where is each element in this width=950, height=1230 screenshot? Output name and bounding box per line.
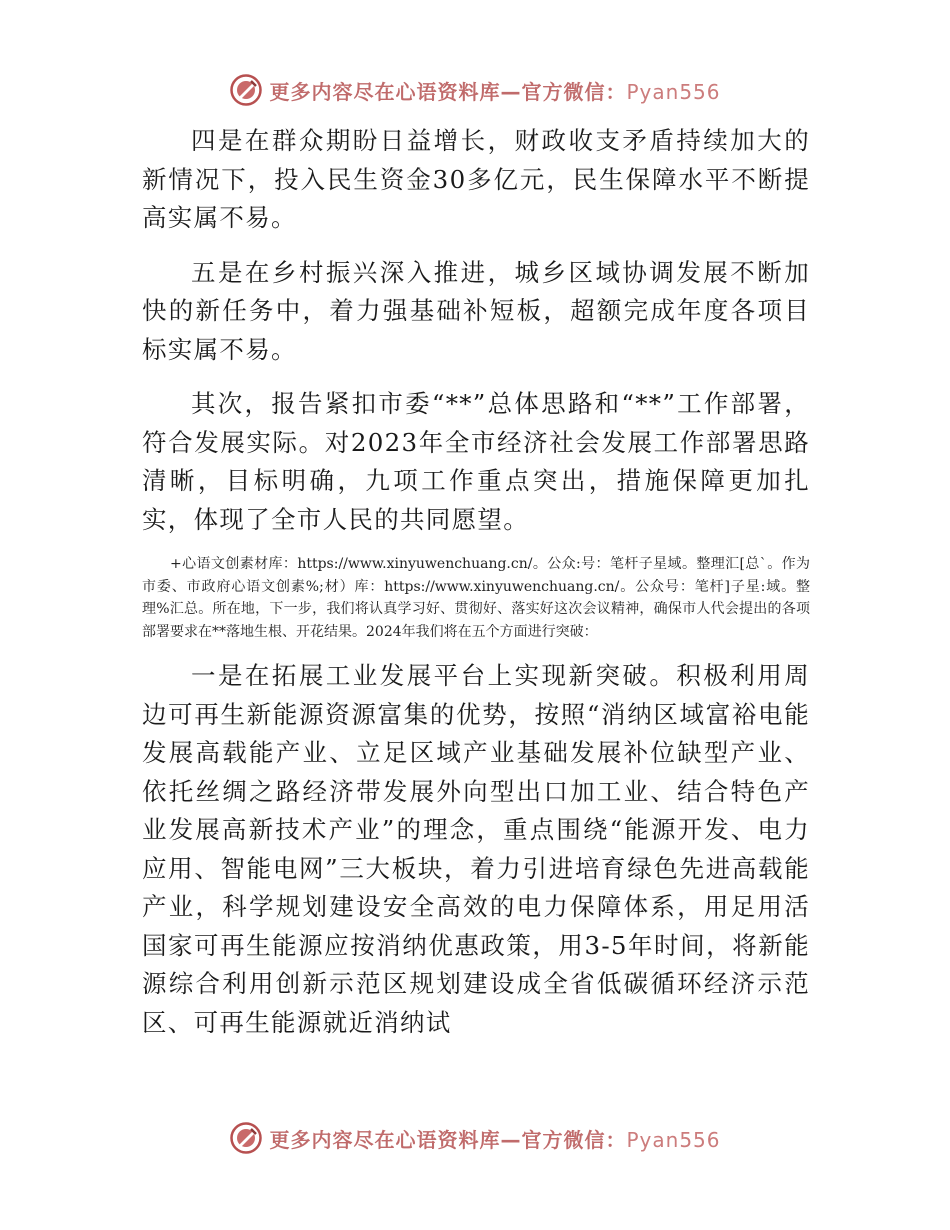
paragraph-4: 四是在群众期盼日益增长，财政收支矛盾持续加大的新情况下，投入民生资金30多亿元，民生保障水平不断提高实属不易。 [142,126,810,232]
paragraph-summary: 其次，报告紧扣市委“**”总体思路和“**”工作部署，符合发展实际。对2023年全市经济社会发展工作部署思路清晰，目标明确，九项工作重点突出，措施保障更加扎实，体现了全市人民的共同愿望。 [142,389,810,534]
footer-banner [0,1118,950,1158]
logo-icon [229,1121,263,1155]
header-banner-text: 更多内容尽在心语资料库—官方微信：Pyan556 [269,79,721,104]
logo-icon [229,73,263,107]
paragraph-5: 五是在乡村振兴深入推进，城乡区域协调发展不断加快的新任务中，着力强基础补短板，超额完成年度各项目标实属不易。 [142,257,810,364]
footer-banner-text: 更多内容尽在心语资料库—官方微信：Pyan556 [269,1127,721,1152]
header-banner [0,70,950,110]
paragraph-industrial: 一是在拓展工业发展平台上实现新突破。积极利用周边可再生新能源资源富集的优势，按照“消纳区域富裕电能发展高载能产业、立足区域产业基础发展补位缺型产业、依托丝绸之路经济带发展外向型出口加工业、结合特色产业发展高新技术产业”的理念，重点围绕“能源开发、电力应用、智能电网”三大板块，着力引进培育绿色先进高载能产业，科学规划建设安全高效的电力保障体系，用足用活国家可再生能源应按消纳优惠政策，用3-5年时间，将新能源综合利用创新示范区规划建设成全省低碳循环经济示范区、可再生能源就近消纳试 [142,661,810,1037]
footer-wechat-id: Pyan556 [626,1127,721,1152]
document-body [142,122,810,1042]
header-wechat-id: Pyan556 [626,79,721,104]
watermark-note-paragraph: +心语文创素材库：https://www.xinyuwenchuang.cn/。公众:号：笔杆子星域。整理汇[总`。作为市委、市政府心语文创素%;材）库：https://www.xinyuwenchuang.cn/。公众号：笔杆]子星:域。整理%汇总。所在地，下一步，我们将认真学习好、贯彻好、落实好这次会议精神，确保市人代会提出的各项部署要求在**落地生根、开花结果。2024年我们将在五个方面进行突破： [142,556,810,640]
